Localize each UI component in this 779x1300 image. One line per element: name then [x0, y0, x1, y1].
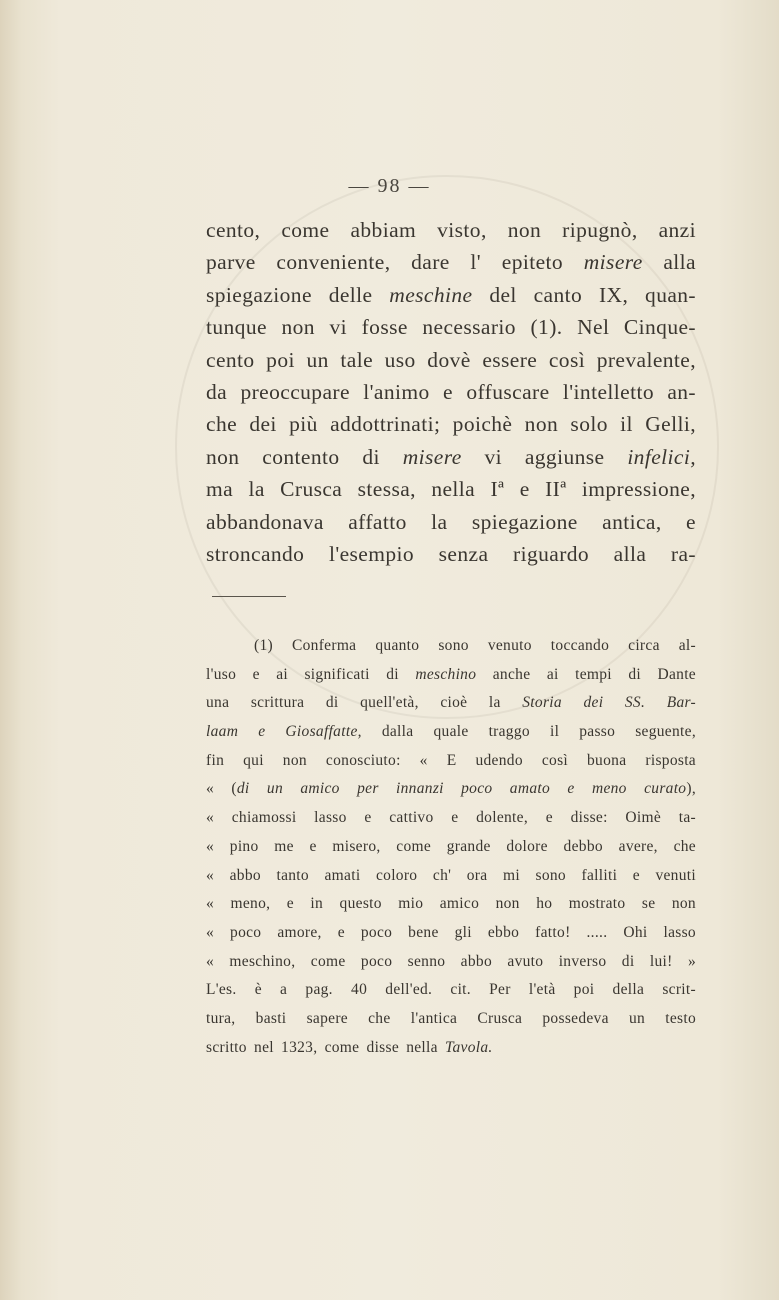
italic-term: meschine — [389, 282, 473, 307]
footnote-line: fin qui non conosciuto: « E udendo così buona risposta — [206, 751, 696, 769]
footnote-line: « abbo tanto amati coloro ch' ora mi sono falliti e venuti — [206, 866, 696, 884]
footnote-line: una scrittura di quell'età, cioè la Storia dei SS. Bar- — [206, 694, 697, 712]
italic-term: laam e Giosaffatte, — [206, 723, 362, 741]
main-text-line: cento, come abbiam visto, non ripugnò, anzi — [206, 218, 696, 242]
main-text-line: ma la Crusca stessa, nella Iª e IIª impressione, — [206, 477, 696, 502]
footnote-line: « (di un amico per innanzi poco amato e meno curato), — [206, 780, 696, 798]
italic-term: Storia dei SS. Bar- — [522, 694, 697, 712]
main-text-line: parve conveniente, dare l' epiteto misere alla — [206, 250, 696, 275]
main-text-line: cento poi un tale uso dovè essere così prevalente, — [206, 347, 696, 372]
footnote-line: l'uso e ai significati di meschino anche ai tempi di Dante — [206, 665, 696, 683]
main-text-line: abbandonava affatto la spiegazione antica, e — [206, 509, 696, 534]
main-text-line: tunque non vi fosse necessario (1). Nel Cinque- — [206, 315, 696, 340]
italic-term: infelici, — [627, 444, 696, 469]
italic-term: misere — [583, 250, 643, 275]
footnote-line: scritto nel 1323, come disse nella Tavola. — [206, 1038, 493, 1056]
page-number: — 98 — — [348, 175, 431, 197]
italic-term: di un amico per innanzi poco amato e meno curato — [236, 780, 687, 798]
italic-term: meschino — [415, 665, 477, 683]
footnote-line: « meno, e in questo mio amico non ho mostrato se non — [206, 895, 696, 913]
footnote-separator — [212, 596, 286, 597]
footnote-line: « poco amore, e poco bene gli ebbo fatto! ..... Ohi lasso — [206, 923, 696, 941]
footnote-line: « pino me e misero, come grande dolore debbo avere, che — [206, 837, 696, 855]
main-text-line: stroncando l'esempio senza riguardo alla ra- — [206, 541, 696, 566]
footnote-line: L'es. è a pag. 40 dell'ed. cit. Per l'età poi della scrit- — [206, 981, 696, 999]
footnote-line: tura, basti sapere che l'antica Crusca possedeva un testo — [206, 1009, 696, 1027]
main-text-line: non contento di misere vi aggiunse infelici, — [206, 444, 696, 469]
footnote-line: « chiamossi lasso e cattivo e dolente, e disse: Oimè ta- — [206, 809, 696, 827]
main-text-line: spiegazione delle meschine del canto IX, quan- — [206, 282, 696, 307]
footnote-line: (1) Conferma quanto sono venuto toccando circa al- — [254, 637, 696, 654]
footnote — [206, 632, 696, 1062]
main-text-line: che dei più addottrinati; poichè non solo il Gelli, — [206, 412, 696, 437]
main-text — [206, 214, 696, 570]
main-text-line: da preoccupare l'animo e offuscare l'intelletto an- — [206, 379, 696, 404]
footnote-line: laam e Giosaffatte, dalla quale traggo il passo seguente, — [206, 723, 696, 741]
footnote-line: « meschino, come poco senno abbo avuto inverso di lui! » — [206, 952, 696, 970]
italic-term: misere — [402, 444, 462, 469]
italic-term: Tavola. — [445, 1038, 493, 1056]
